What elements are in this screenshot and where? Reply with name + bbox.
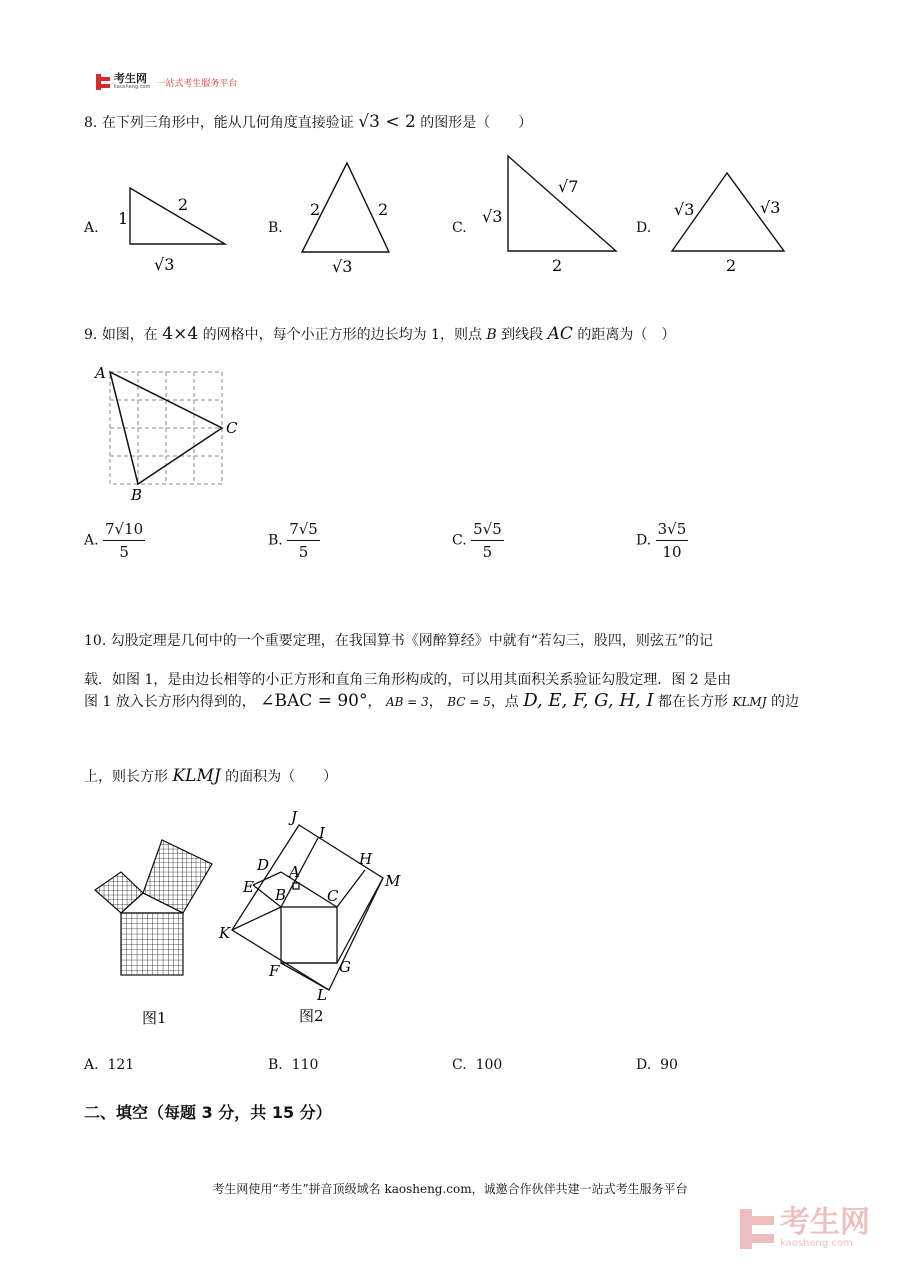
side-label: 1 <box>118 209 129 228</box>
question-tail: 的面积为（ ） <box>225 769 338 785</box>
option-label: B. <box>268 532 283 549</box>
question-text: 的网格中，每个小正方形的边长均为 1，则点 <box>202 327 482 343</box>
math-expression: √3 < 2 <box>358 112 416 132</box>
side-label: √3 <box>332 257 353 276</box>
q10-option-b <box>268 1057 318 1073</box>
label-i: I <box>319 824 325 842</box>
logo-domain: kaosheng.com <box>114 84 151 90</box>
fraction <box>471 520 504 561</box>
fraction <box>287 520 320 561</box>
figure-2-caption: 图2 <box>299 1007 324 1025</box>
logo-icon <box>96 74 110 90</box>
watermark-logo-icon <box>740 1209 774 1249</box>
ab-expression: AB = 3 <box>385 695 429 709</box>
figure-2 <box>215 800 415 1030</box>
side-label: √3 <box>482 207 503 226</box>
segment-label: AC <box>547 324 573 344</box>
q10-line-2: 载．如图 1，是由边长相等的小正方形和直角三角形构成的，可以用其面积关系验证勾股定理．图 2 是由 <box>84 672 732 688</box>
triangle-c <box>480 150 630 280</box>
option-value: 121 <box>107 1057 135 1073</box>
question-number: 9. <box>84 327 98 343</box>
q9-option-b <box>268 520 320 561</box>
grid-figure <box>90 360 250 505</box>
option-value: 110 <box>291 1057 319 1073</box>
fraction <box>103 520 145 561</box>
site-logo <box>96 74 237 90</box>
question-tail: 的距离为（ ） <box>577 327 676 343</box>
side-label: 2 <box>726 256 737 275</box>
question-9 <box>84 324 675 344</box>
option-value: 100 <box>475 1057 503 1073</box>
point-label: B <box>486 327 497 343</box>
logo-name: 考生网 <box>114 72 147 85</box>
q10-option-d <box>636 1057 678 1073</box>
question-8 <box>84 112 532 132</box>
side-label: 2 <box>552 256 563 275</box>
side-label: 2 <box>178 195 189 214</box>
side-label: 2 <box>310 200 321 219</box>
side-label: √3 <box>760 198 781 217</box>
label-l: L <box>317 986 327 1004</box>
label-h: H <box>359 850 373 868</box>
side-label: √3 <box>674 200 695 219</box>
watermark-name: 考生网 <box>780 1205 870 1240</box>
bc-expression: BC = 5 <box>447 695 491 709</box>
denominator: 5 <box>298 543 309 561</box>
q10-line-1: 10. 勾股定理是几何中的一个重要定理，在我国算书《网醉算经》中就有“若勾三，股四，则弦五”的记 <box>84 633 714 649</box>
label-e: E <box>243 878 254 896</box>
points-list: D, E, F, G, H, I <box>523 690 654 711</box>
label-f: F <box>269 962 280 980</box>
section-title: 二、填空（每题 3 分，共 15 分） <box>84 1103 332 1122</box>
option-label: A. <box>84 1057 99 1073</box>
label-b: B <box>275 886 287 904</box>
separator: ，点 <box>490 694 519 710</box>
denominator: 10 <box>662 543 682 561</box>
figure-1 <box>90 835 220 1030</box>
option-label: D. <box>636 1057 652 1073</box>
label-m: M <box>385 872 401 890</box>
point-c-label: C <box>226 419 238 437</box>
q9-option-d <box>636 520 688 561</box>
side-label: 2 <box>378 200 389 219</box>
rectangle-label: KLMJ <box>172 766 221 786</box>
label-d: D <box>257 856 270 874</box>
option-label: A. <box>84 532 99 549</box>
math-expression: 4×4 <box>162 324 199 344</box>
q10-line-4 <box>84 766 337 786</box>
option-a-label: A. <box>84 220 99 236</box>
watermark <box>740 1205 870 1249</box>
option-label: C. <box>452 1057 467 1073</box>
side-label: √7 <box>558 177 579 196</box>
angle-expression: ∠BAC = 90° <box>260 691 368 711</box>
option-c-label: C. <box>452 220 467 236</box>
triangle-b <box>292 155 402 280</box>
triangle-a <box>110 180 240 280</box>
question-tail: 的图形是（ ） <box>420 115 533 131</box>
option-d-label: D. <box>636 220 652 236</box>
question-text: 上，则长方形 <box>84 769 168 785</box>
question-text: 图 1 放入长方形内得到的， <box>84 694 256 710</box>
footer-text: 考生网使用“考生”拼音顶级域名 kaosheng.com，诚邀合作伙伴共建一站式考生服务平台 <box>212 1182 688 1196</box>
option-label: B. <box>268 1057 283 1073</box>
option-label: C. <box>452 532 467 549</box>
question-text: 的边 <box>770 694 799 710</box>
numerator: 7√10 <box>103 520 145 541</box>
numerator: 3√5 <box>656 520 689 541</box>
figure-1-caption: 图1 <box>142 1009 167 1027</box>
denominator: 5 <box>119 543 129 561</box>
watermark-domain: kaosheng.com <box>780 1238 853 1249</box>
question-number: 8. <box>84 115 98 131</box>
point-b-label: B <box>131 486 143 504</box>
question-text: 到线段 <box>501 327 544 343</box>
label-a: A <box>289 863 300 881</box>
label-c: C <box>327 887 339 905</box>
option-label: D. <box>636 532 652 549</box>
denominator: 5 <box>482 543 493 561</box>
triangle-d <box>664 165 794 280</box>
label-j: J <box>291 808 298 826</box>
question-text: 在下列三角形中，能从几何角度直接验证 <box>101 115 354 131</box>
label-k: K <box>219 924 231 942</box>
numerator: 7√5 <box>287 520 320 541</box>
label-g: G <box>339 958 351 976</box>
separator: ， <box>428 694 443 710</box>
q10-option-c <box>452 1057 502 1073</box>
fraction <box>656 520 689 561</box>
numerator: 5√5 <box>471 520 504 541</box>
q10-line-3 <box>84 690 799 711</box>
rectangle-label: KLMJ <box>732 695 767 709</box>
question-text: 都在长方形 <box>658 694 729 710</box>
point-a-label: A <box>95 364 106 382</box>
option-b-label: B. <box>268 220 283 236</box>
q9-option-c <box>452 520 504 561</box>
question-text: 如图，在 <box>101 327 158 343</box>
q10-option-a <box>84 1057 134 1073</box>
separator: ， <box>367 694 382 710</box>
q9-option-a <box>84 520 145 561</box>
side-label: √3 <box>154 255 175 274</box>
option-value: 90 <box>660 1057 678 1073</box>
logo-slogan: 一站式考生服务平台 <box>156 78 238 89</box>
